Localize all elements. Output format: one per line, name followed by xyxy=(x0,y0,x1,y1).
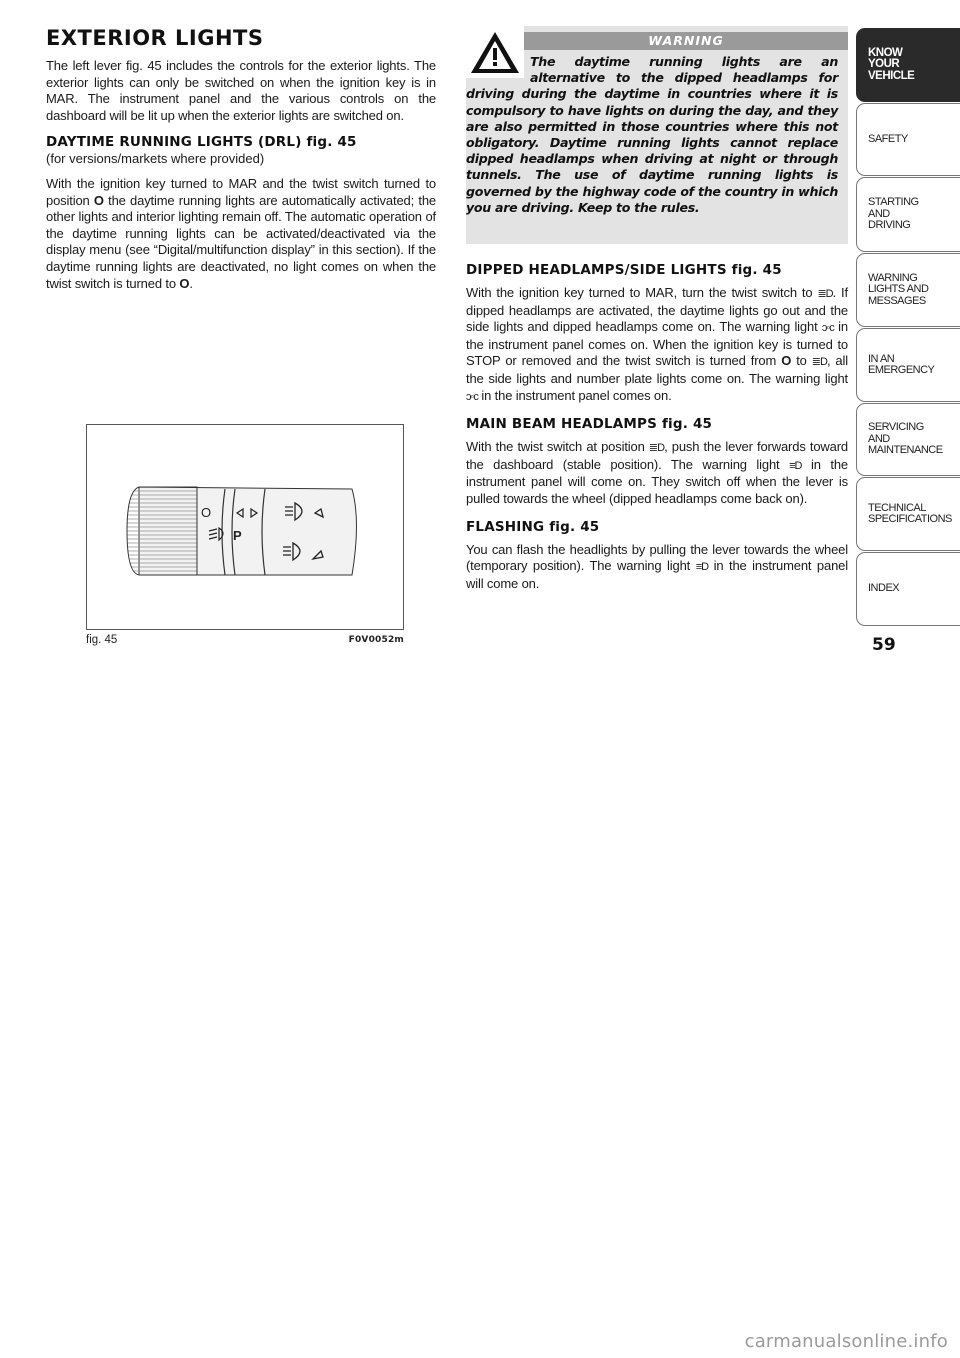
dipped-text-2: . If dipped headlamps are activated, the daytime lights go out and the side lights and dipped headlamps come on. The warning light xyxy=(466,285,848,335)
figure-number: fig. 45 xyxy=(86,634,118,646)
page-number: 59 xyxy=(872,635,896,655)
flash-text-2: in the instrument panel will come on. xyxy=(466,558,848,591)
lever-figure xyxy=(86,424,404,630)
flash-text-1: You can flash the headlights by pulling the lever towards the wheel (temporary position). The warning light xyxy=(466,541,848,574)
tab-in-an-emergency[interactable]: IN AN EMERGENCY xyxy=(856,328,960,402)
warning-band xyxy=(524,32,848,50)
position-o: O xyxy=(93,192,104,208)
flashing-paragraph xyxy=(466,542,848,593)
tab-safety[interactable]: SAFETY xyxy=(856,103,960,176)
dipped-text-3: in the instrument panel comes on. When the ignition key is turned to STOP or removed and the twist switch is turned from xyxy=(466,319,848,369)
main-beam-icon: ≡D xyxy=(695,561,709,574)
warning-label: WARNING xyxy=(648,33,724,48)
dipped-beam-icon: ≣D xyxy=(817,288,833,300)
side-lights-icon: ᴐ◦ᴄ xyxy=(466,390,478,403)
intro-paragraph: The left lever fig. 45 includes the controls for the exterior lights. The exterior lights can only be switched on when the ignition key is in MAR. The instrument panel and the various controls on the dashboard will be lit up when the exterior lights are switched on. xyxy=(46,58,436,123)
warning-box xyxy=(466,26,848,244)
position-o: O xyxy=(781,353,792,369)
warning-text xyxy=(466,54,838,216)
main-text-3: in the instrument panel will come on. They switch off when the lever is pulled towards the wheel (dipped headlamps come back on). xyxy=(466,456,849,506)
lever-o-label: O xyxy=(201,505,212,520)
tab-technical-specifications[interactable]: TECHNICAL SPECIFICATIONS xyxy=(856,477,960,551)
right-column xyxy=(466,262,848,592)
dipped-text-4: to xyxy=(796,353,807,369)
drl-paragraph: With the ignition key turned to MAR and the twist switch turned to position O the daytime running lights are automatically activated; the other lights and interior lighting remain off. The automatic operation of the daytime running lights can be activated/deactivated via the display menu (see “Digital/multifunction display” in this section). If the daytime running lights are deactivated, no light comes on when the twist switch is turned to O. xyxy=(46,175,436,291)
main-beam-icon: ≡D xyxy=(789,459,802,472)
tab-index[interactable]: INDEX xyxy=(856,552,960,626)
dipped-text-1: With the ignition key turned to MAR, turn the twist switch to xyxy=(466,285,813,300)
tab-starting-and-driving[interactable]: STARTING AND DRIVING xyxy=(856,177,960,252)
dipped-text-5: , all the side lights and number plate lights come on. The warning light xyxy=(466,353,848,386)
main-beam-heading: MAIN BEAM HEADLAMPS fig. 45 xyxy=(466,416,713,433)
tab-warning-lights[interactable]: WARNING LIGHTS AND MESSAGES xyxy=(856,253,960,327)
figure-code: F0V0052m xyxy=(348,635,404,645)
dipped-beam-icon: ≣D xyxy=(648,442,665,455)
dipped-beam-icon: ≣D xyxy=(811,356,827,369)
dipped-heading: DIPPED HEADLAMPS/SIDE LIGHTS fig. 45 xyxy=(466,262,782,278)
main-beam-paragraph xyxy=(466,439,848,507)
watermark: carmanualsonline.info xyxy=(744,1331,948,1352)
lever-illustration xyxy=(87,425,403,629)
page-title: EXTERIOR LIGHTS xyxy=(46,26,264,50)
main-text-1: With the twist switch at position xyxy=(466,439,645,455)
main-text-2: , push the lever forwards toward the dashboard (stable position). The warning light xyxy=(466,439,848,472)
flashing-heading: FLASHING fig. 45 xyxy=(466,518,600,535)
drl-heading: DAYTIME RUNNING LIGHTS (DRL) fig. 45 xyxy=(46,134,357,151)
dipped-paragraph xyxy=(466,285,848,405)
tab-know-your-vehicle[interactable]: KNOW YOUR VEHICLE xyxy=(856,28,960,102)
lever-p-label: P xyxy=(233,528,242,543)
dipped-text-6: in the instrument panel comes on. xyxy=(481,387,672,403)
tab-servicing[interactable]: SERVICING AND MAINTENANCE xyxy=(856,403,960,476)
side-lights-icon: ᴐ◦ᴄ xyxy=(821,322,834,335)
warning-body: The daytime running lights are an alternative to the dipped headlamps for driving during the daytime in countries where it is compulsory to have lights on during the day, and they are also permitted in those countries where this not obligatory. Daytime running lights cannot replace dipped headlamps when driving at night or through tunnels. The use of daytime running lights is governed by the highway code of the country in which you are driving. Keep to the rules. xyxy=(466,54,838,215)
drl-note: (for versions/markets where provided) xyxy=(46,151,265,167)
figure-caption xyxy=(86,634,404,646)
drl-text-1: With the ignition key turned to MAR and the twist switch turned to position xyxy=(46,175,436,208)
left-column xyxy=(46,58,436,292)
position-o: O xyxy=(179,275,190,291)
drl-text-2: the daytime running lights are automatically activated; the other lights and interior lighting remain off. The automatic operation of the daytime running lights can be activated/deactivated via the display menu (see “Digital/multifunction display” in this section). If the daytime running lights are deactivated, no light comes on when the twist switch is turned to xyxy=(46,192,436,291)
